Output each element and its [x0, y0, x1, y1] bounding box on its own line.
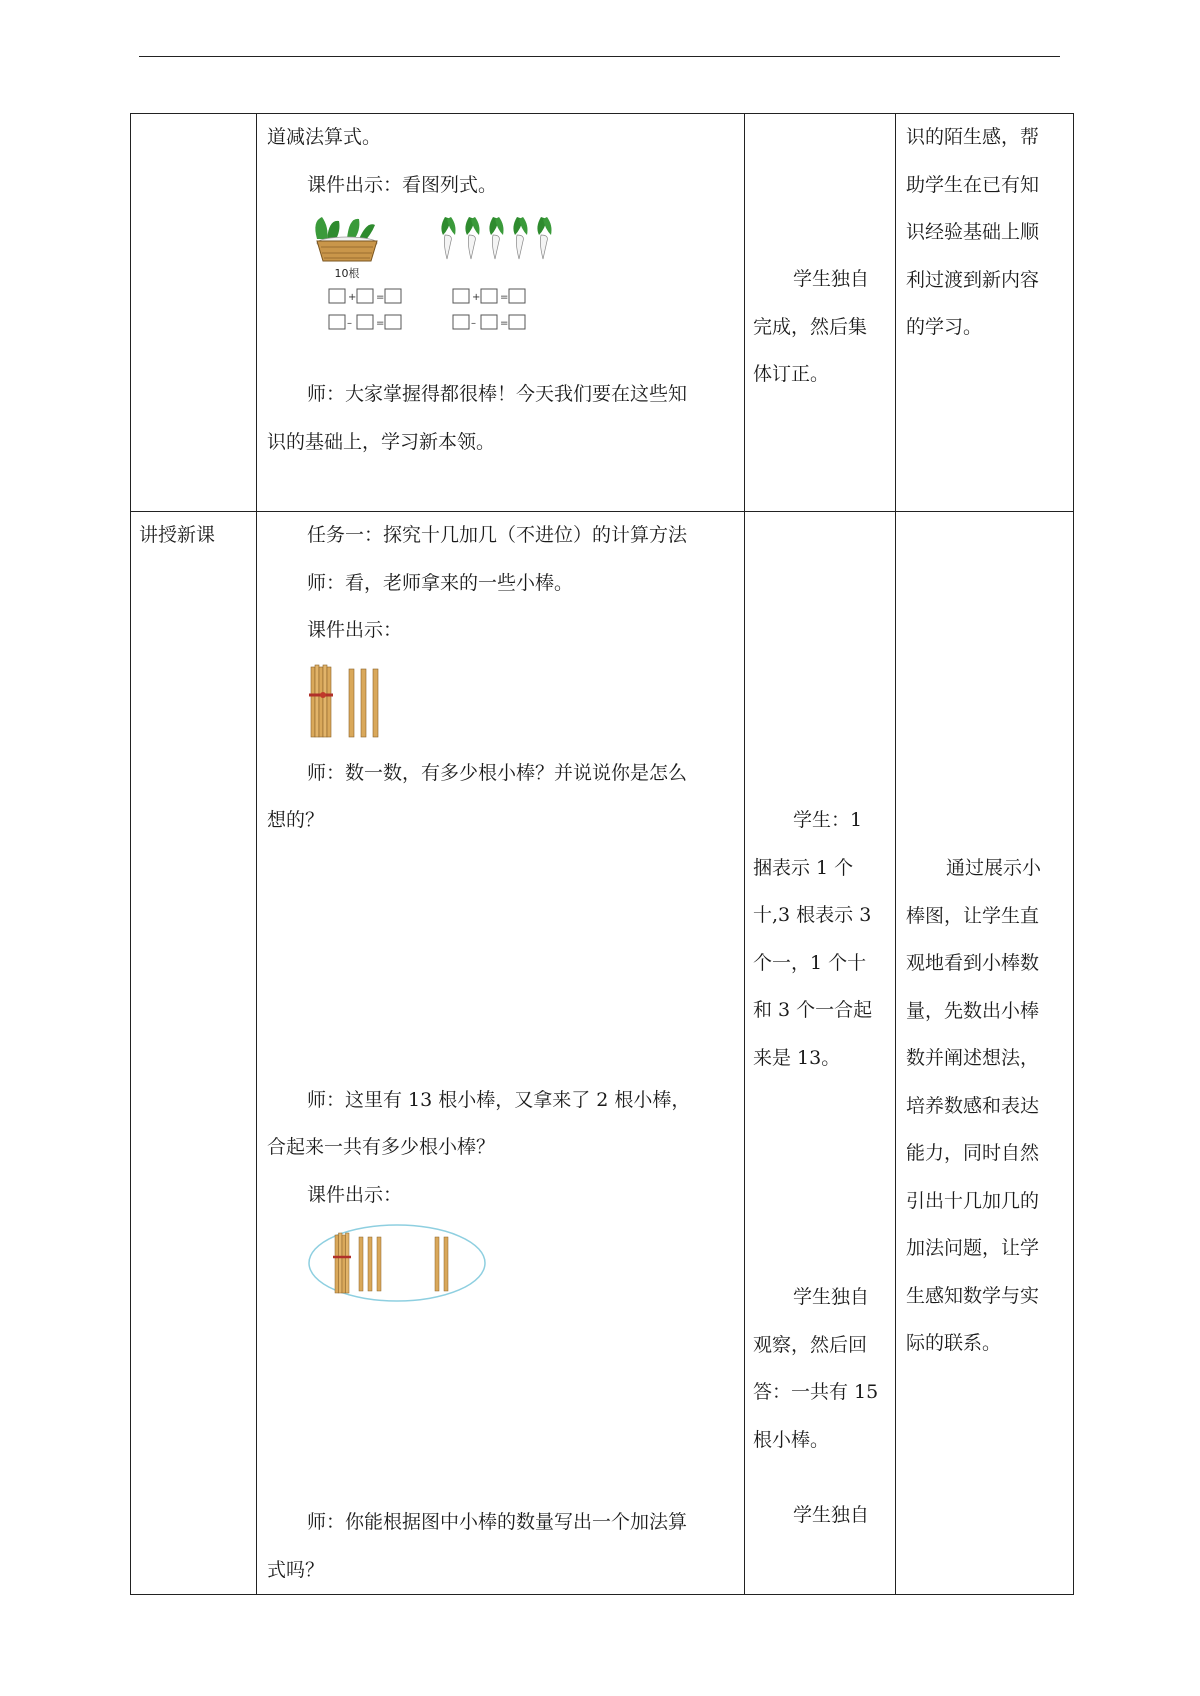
design-intent-cell	[896, 114, 1074, 512]
sticks-ellipse-illustration	[267, 1219, 507, 1309]
text-line: 生感知数学与实	[906, 1284, 1040, 1307]
text-line: 个一，1 个十	[753, 951, 867, 974]
stage-cell	[131, 114, 257, 512]
text-line: 根小棒。	[753, 1428, 830, 1451]
text-line: 合起来一共有多少根小棒？	[267, 1136, 496, 1158]
courseware-figure-sticks-13	[267, 655, 734, 750]
text-line: 学生独自	[793, 1286, 870, 1308]
text-line: 观地看到小棒数	[906, 952, 1040, 974]
text-line: 课件出示：	[307, 1183, 403, 1206]
text-line: 加法问题，让学	[906, 1237, 1040, 1259]
text-line: 引出十几加几的	[906, 1189, 1040, 1212]
text-line: 课件出示：	[307, 619, 403, 641]
text-line: 能力，同时自然	[906, 1142, 1040, 1164]
svg-text:+: +	[472, 292, 481, 303]
stick-bundle-illustration	[267, 655, 467, 750]
text-line: 体订正。	[753, 363, 830, 385]
student-activity-cell	[745, 114, 896, 512]
svg-text:=: =	[376, 318, 385, 329]
text-line: 答：一共有 15	[753, 1381, 879, 1403]
radish-basket-illustration	[267, 209, 567, 351]
activity-cell	[257, 114, 745, 512]
svg-text:=: =	[500, 292, 509, 303]
basket-icon	[315, 217, 377, 261]
svg-text:–: –	[471, 318, 476, 329]
table-row	[131, 114, 1074, 512]
activity-cell	[257, 512, 745, 1595]
text-line: 师：这里有 13 根小棒，又拿来了 2 根小棒，	[307, 1088, 691, 1111]
text-line: 助学生在已有知	[906, 173, 1040, 196]
text-line: 际的联系。	[906, 1332, 1002, 1354]
stick-bundle-icon	[333, 1233, 351, 1293]
header-rule	[139, 56, 1060, 57]
text-line: 的学习。	[906, 316, 983, 338]
text-line: 师：你能根据图中小棒的数量写出一个加法算	[307, 1511, 688, 1533]
text-line: 学生独自	[793, 1504, 870, 1526]
text-line: 师：大家掌握得都很棒！今天我们要在这些知	[307, 383, 688, 405]
text-line: 和 3 个一合起	[753, 999, 873, 1021]
courseware-figure-radishes	[267, 209, 734, 351]
text-line: 式吗？	[267, 1558, 325, 1581]
text-line: 完成，然后集	[753, 315, 868, 338]
text-line: 道减法算式。	[267, 126, 382, 148]
text-line: 师：看，老师拿来的一些小棒。	[307, 571, 574, 594]
text-line: 识经验基础上顺	[906, 221, 1040, 243]
text-line: 通过展示小	[946, 857, 1042, 879]
svg-text:+: +	[348, 292, 357, 303]
text-line: 量，先数出小棒	[906, 999, 1040, 1022]
text-line: 课件出示：看图列式。	[307, 173, 498, 196]
text-line: 师：数一数，有多少根小棒？并说说你是怎么	[307, 761, 688, 784]
text-line: 学生：1	[793, 809, 863, 831]
text-line: 识的基础上，学习新本领。	[267, 430, 496, 453]
courseware-figure-sticks-13-plus-2	[267, 1219, 734, 1309]
basket-label: 10根	[334, 267, 360, 280]
text-line: 数并阐述想法，	[906, 1047, 1040, 1069]
text-line: 观察，然后回	[753, 1333, 868, 1356]
text-line: 十,3 根表示 3	[753, 904, 872, 926]
svg-text:–: –	[347, 318, 352, 329]
student-activity-cell	[745, 512, 896, 1595]
text-line: 来是 13。	[753, 1046, 841, 1069]
text-line: 捆表示 1 个	[753, 856, 854, 879]
single-stick-icon	[349, 669, 378, 737]
stage-cell	[131, 512, 257, 1595]
design-intent-cell	[896, 512, 1074, 1595]
stage-label: 讲授新课	[139, 524, 216, 546]
single-stick-icon	[359, 1237, 448, 1291]
text-line: 利过渡到新内容	[906, 268, 1040, 291]
text-line: 识的陌生感，帮	[906, 126, 1040, 148]
table-row	[131, 512, 1074, 1595]
text-line: 学生独自	[793, 268, 870, 290]
text-line: 培养数感和表达	[906, 1094, 1040, 1117]
lesson-plan-table	[130, 113, 1074, 1595]
radish-row-icon	[441, 217, 551, 259]
text-line: 棒图，让学生直	[906, 904, 1040, 927]
text-line: 任务一：探究十几加几（不进位）的计算方法	[307, 524, 688, 546]
svg-text:=: =	[376, 292, 385, 303]
stick-bundle-icon	[309, 665, 333, 737]
text-line: 想的？	[267, 809, 325, 831]
equation-boxes	[329, 289, 525, 329]
svg-text:=: =	[500, 318, 509, 329]
